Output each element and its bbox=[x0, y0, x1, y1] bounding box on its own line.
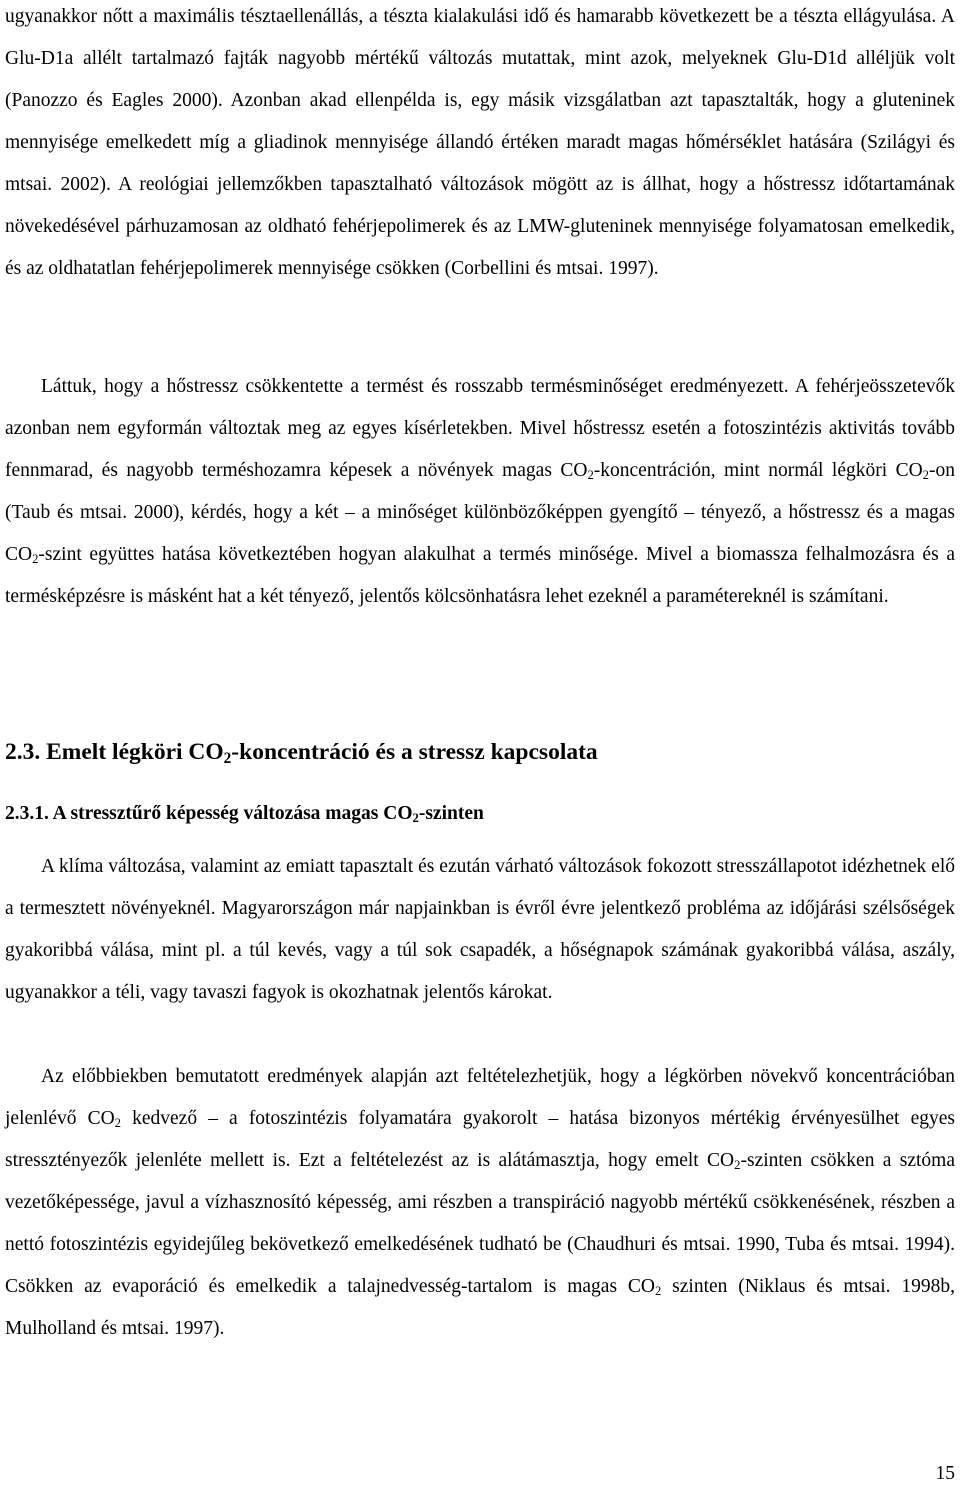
subsection-heading bbox=[5, 800, 484, 828]
section-heading-text-a: 2.3. Emelt légköri CO bbox=[5, 739, 224, 765]
paragraph-2-text-c: -on (Taub és mtsai. 2000), kérdés, hogy a két – a minőséget különbözőképpen gyengítő – tényező, a hőstressz és a magas CO bbox=[5, 460, 955, 565]
page-number: 15 bbox=[935, 1463, 955, 1484]
subscript: 2 bbox=[114, 1116, 121, 1131]
paragraph-4-text-b: kedvező – a fotoszintézis folyamatára gyakorolt – hatása bizonyos mértékig érvényesülhet egyes stressztényezők jelenléte mellett is. Ezt a feltételezést az is alátámasztja, hogy emelt CO bbox=[5, 1108, 955, 1171]
paragraph-3-text: A klíma változása, valamint az emiatt tapasztalt és ezután várható változások fokozott stresszállapotot idézhetnek elő a termesztett növényeknél. Magyarországon már napjainkban is évről évre jelentkező probléma az időjárási szélsőségek gyakoribbá válása, mint pl. a túl kevés, vagy a túl sok csapadék, a hőségnapok számának gyakoribbá válása, aszály, ugyanakkor a téli, vagy tavaszi fagyok is okozhatnak jelentős károkat. bbox=[5, 856, 955, 1003]
paragraph-3 bbox=[5, 846, 955, 1014]
paragraph-1-text: ugyanakkor nőtt a maximális tésztaellenállás, a tészta kialakulási idő és hamarabb következett be a tészta ellágyulása. A Glu-D1a allélt tartalmazó fajták nagyobb mértékű változás mutattak, mint azok, melyeknek Glu-D1d alléljük volt (Panozzo és Eagles 2000). Azonban akad ellenpélda is, egy másik vizsgálatban azt tapasztalták, hogy a gluteninek mennyisége emelkedett míg a gliadinok mennyisége állandó értéken maradt magas hőmérséklet hatására (Szilágyi és mtsai. 2002). A reológiai jellemzőkben tapasztalható változások mögött az is állhat, hogy a hőstressz időtartamának növekedésével párhuzamosan az oldható fehérjepolimerek és az LMW-gluteninek mennyisége folyamatosan emelkedik, és az oldhatatlan fehérjepolimerek mennyisége csökken (Corbellini és mtsai. 1997). bbox=[5, 6, 955, 279]
subsection-heading-text-b: -szinten bbox=[418, 803, 484, 824]
subscript: 2 bbox=[587, 468, 594, 483]
subscript: 2 bbox=[223, 749, 232, 767]
paragraph-4-text-d: szinten (Niklaus és mtsai. 1998b, Mulholland és mtsai. 1997). bbox=[5, 1276, 955, 1339]
subscript: 2 bbox=[412, 811, 419, 826]
paragraph-1 bbox=[5, 0, 955, 290]
paragraph-2-text-b: -koncentráción, mint normál légköri CO bbox=[593, 460, 923, 481]
section-heading-text-b: -koncentráció és a stressz kapcsolata bbox=[231, 739, 598, 765]
subscript: 2 bbox=[922, 468, 929, 483]
subscript: 2 bbox=[655, 1284, 662, 1299]
paragraph-4-text-a: Az előbbiekben bemutatott eredmények alapján azt feltételezhetjük, hogy a légkörben növekvő koncentrációban jelenlévő CO bbox=[5, 1066, 955, 1129]
paragraph-4 bbox=[5, 1056, 955, 1350]
subscript: 2 bbox=[734, 1158, 741, 1173]
paragraph-2 bbox=[5, 366, 955, 618]
section-heading bbox=[5, 736, 598, 768]
subscript: 2 bbox=[32, 552, 39, 567]
subsection-heading-text-a: 2.3.1. A stressztűrő képesség változása magas CO bbox=[5, 803, 413, 824]
paragraph-2-text-a: Láttuk, hogy a hőstressz csökkentette a termést és rosszabb termésminőséget eredményezett. A fehérjeösszetevők azonban nem egyformán változtak meg az egyes kísérletekben. Mivel hőstressz esetén a fotoszintézis aktivitás tovább fennmarad, és nagyobb terméshozamra képesek a növények magas CO bbox=[5, 376, 955, 481]
paragraph-4-text-c: -szinten csökken a sztóma vezetőképessége, javul a vízhasznosító képesség, ami részben a transpiráció nagyobb mértékű csökkenésének, részben a nettó fotoszintézis egyidejűleg bekövetkező emelkedésének tudható be (Chaudhuri és mtsai. 1990, Tuba és mtsai. 1994). Csökken az evaporáció és emelkedik a talajnedvesség-tartalom is magas CO bbox=[5, 1150, 956, 1297]
paragraph-2-text-d: -szint együttes hatása következtében hogyan alakulhat a termés minősége. Mivel a biomassza felhalmozásra és a termésképzésre is másként hat a két tényező, jelentős kölcsönhatásra lehet ezeknél a paramétereknél is számítani. bbox=[5, 544, 955, 607]
